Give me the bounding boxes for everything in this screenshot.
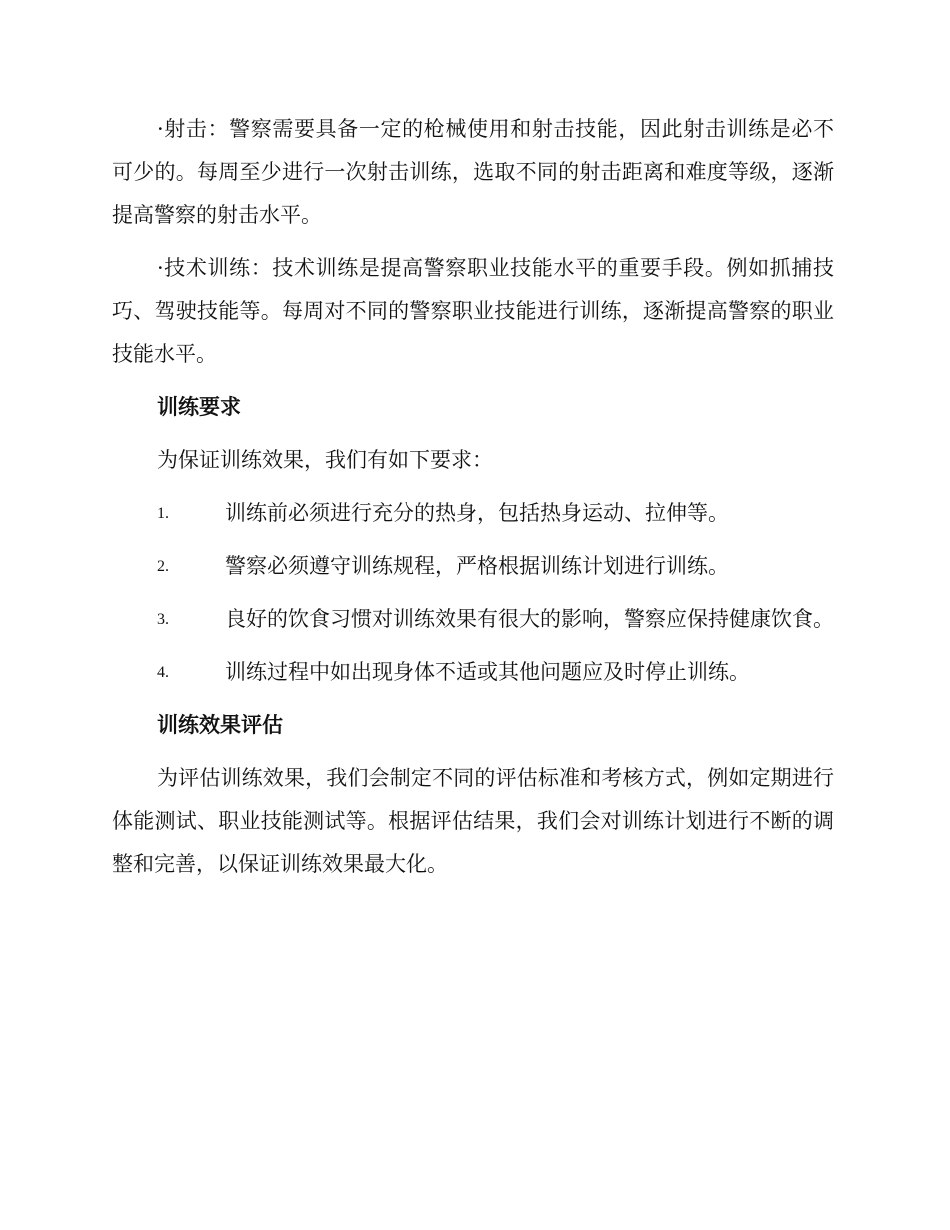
bullet-shooting: ·射击：警察需要具备一定的枪械使用和射击技能，因此射击训练是必不可少的。每周至少进行一次射击训练，选取不同的射击距离和难度等级，逐渐提高警察的射击水平。 — [112, 117, 834, 227]
bullet-technical-training: ·技术训练：技术训练是提高警察职业技能水平的重要手段。例如抓捕技巧、驾驶技能等。每周对不同的警察职业技能进行训练，逐渐提高警察的职业技能水平。 — [112, 256, 834, 366]
requirements-heading: 训练要求 — [157, 395, 241, 419]
list-item-text: 良好的饮食习惯对训练效果有很大的影响，警察应保持健康饮食。 — [225, 607, 834, 631]
list-item — [112, 651, 834, 694]
requirements-intro: 为保证训练效果，我们有如下要求： — [157, 448, 493, 472]
list-number: 1. — [157, 505, 169, 522]
list-number: 2. — [157, 558, 169, 575]
list-item — [112, 598, 834, 641]
list-number: 3. — [157, 611, 169, 628]
list-number: 4. — [157, 664, 169, 681]
document-page — [112, 108, 834, 886]
list-item — [112, 545, 834, 588]
list-item — [112, 492, 834, 535]
list-item-text: 训练过程中如出现身体不适或其他问题应及时停止训练。 — [225, 660, 750, 684]
list-item-text: 训练前必须进行充分的热身，包括热身运动、拉伸等。 — [225, 501, 729, 525]
requirements-list — [112, 492, 834, 694]
evaluation-heading: 训练效果评估 — [157, 713, 283, 737]
evaluation-body: 为评估训练效果，我们会制定不同的评估标准和考核方式，例如定期进行体能测试、职业技能测试等。根据评估结果，我们会对训练计划进行不断的调整和完善，以保证训练效果最大化。 — [112, 766, 834, 876]
list-item-text: 警察必须遵守训练规程，严格根据训练计划进行训练。 — [225, 554, 729, 578]
